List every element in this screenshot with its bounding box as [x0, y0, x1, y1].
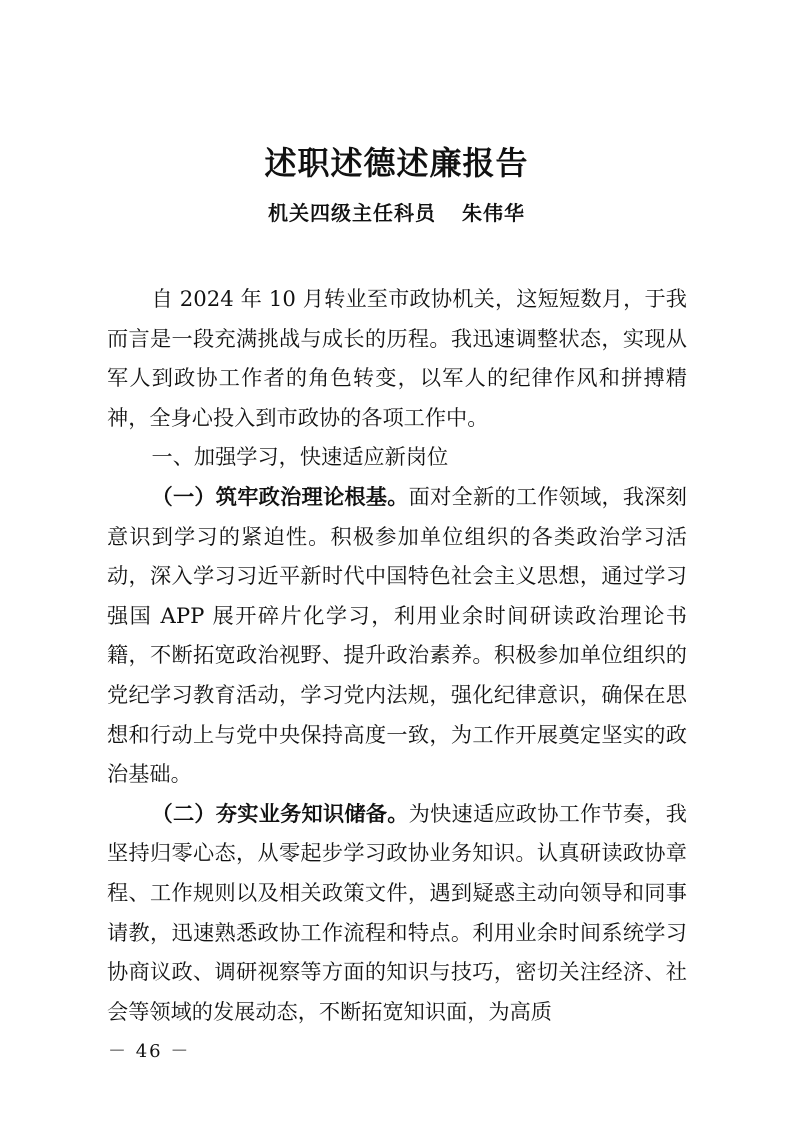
subsection-text: 为快速适应政协工作节奏，我坚持归零心态，从零起步学习政协业务知识。认真研读政协章程、工作规则以及相关政策文件，遇到疑惑主动向领导和同事请教，迅速熟悉政协工作流程和特点。利用业余时间系统学习协商议政、调研视察等方面的知识与技巧，密切关注经济、社会等领域的发展动态，不断拓宽知识面，为高质	[107, 800, 687, 1024]
report-body	[107, 279, 687, 1031]
page-title: 述职述德述廉报告	[264, 144, 529, 182]
subsection-paragraph	[107, 794, 687, 1032]
author-name: 朱伟华	[462, 201, 525, 225]
subsection-paragraph	[107, 477, 687, 794]
intro-paragraph: 自 2024 年 10 月转业至市政协机关，这短短数月，于我而言是一段充满挑战与成长的历程。我迅速调整状态，实现从军人到政协工作者的角色转变，以军人的纪律作风和拼搏精神，全身心投入到市政协的各项工作中。	[107, 286, 687, 430]
section-heading: 一、加强学习，快速适应新岗位	[151, 444, 449, 470]
subsection-heading: （二）夯实业务知识储备。	[151, 800, 409, 826]
author-line	[0, 198, 793, 228]
subsection-text: 面对全新的工作领域，我深刻意识到学习的紧迫性。积极参加单位组织的各类政治学习活动，深入学习习近平新时代中国特色社会主义思想，通过学习强国 APP 展开碎片化学习，利用业余时间研读政治理论书籍，不断拓宽政治视野、提升政治素养。积极参加单位组织的党纪学习教育活动，学习党内法规，强化纪律意识，确保在思想和行动上与党中央保持高度一致，为工作开展奠定坚实的政治基础。	[107, 483, 687, 787]
page-number: － 46 －	[108, 1041, 191, 1062]
author-role: 机关四级主任科员	[268, 201, 436, 225]
subsection-heading: （一）筑牢政治理论根基。	[151, 483, 409, 509]
